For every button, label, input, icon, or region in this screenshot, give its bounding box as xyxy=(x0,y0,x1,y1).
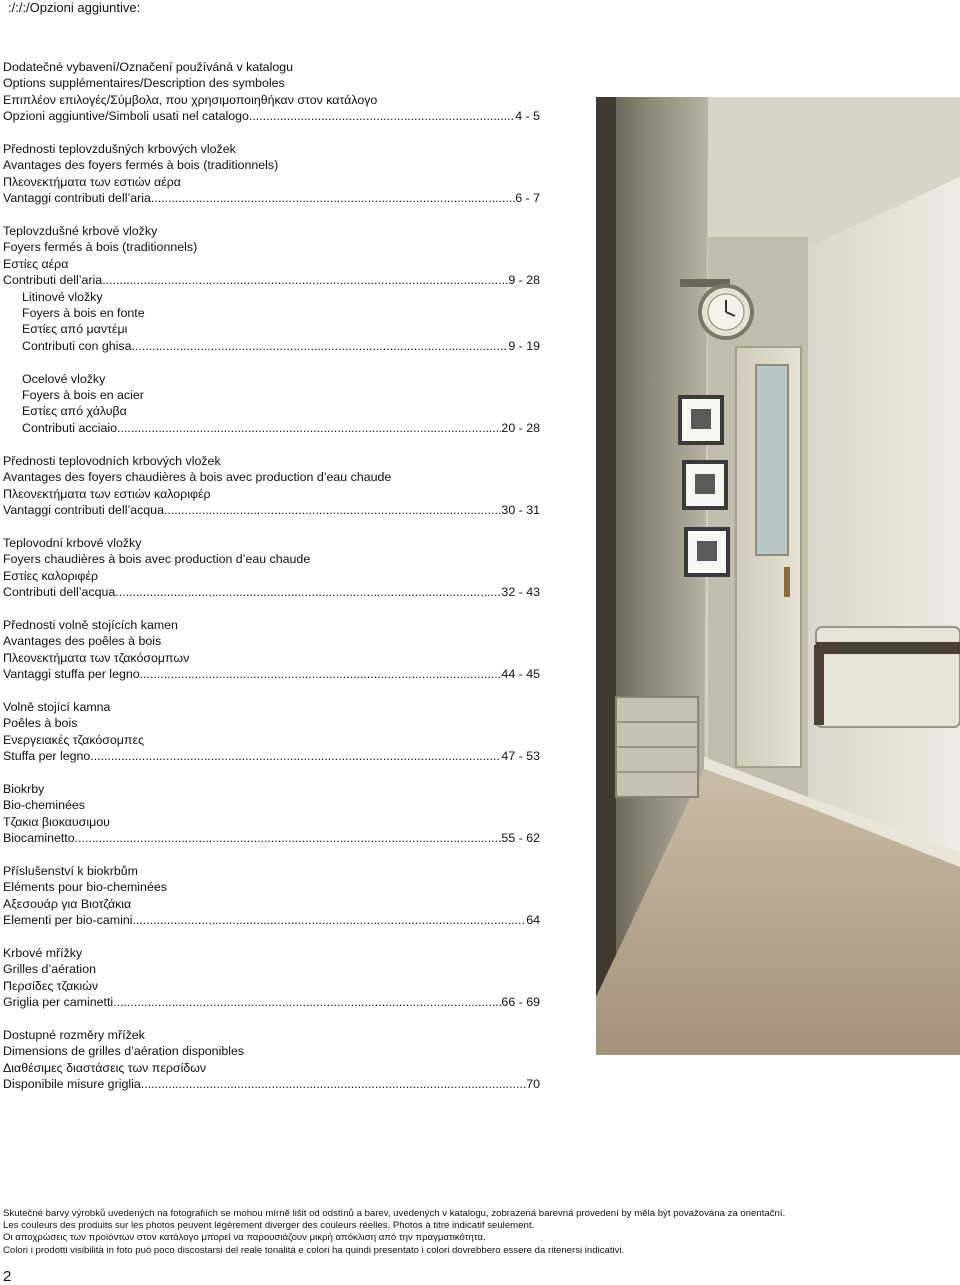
toc-entry-grille-dimensions[interactable] xyxy=(3,1027,543,1093)
toc-entry-label: Contributi con ghisa xyxy=(22,338,132,353)
toc-line-el: Εστίες από χάλυβα xyxy=(22,404,127,419)
toc-line-it xyxy=(3,272,540,288)
toc-line-cs: Přednosti teplovodních krbových vložek xyxy=(3,453,221,468)
disclaimer-it: Colori i prodotti visibilità in foto può poco discostarsi del reale tonalità e colori ha quindi presentato i colori dovrebbero essere da ritenersi indicativi. xyxy=(3,1244,625,1256)
toc-line-fr: Avantages des foyers chaudières à bois avec production d’eau chaude xyxy=(3,470,392,485)
toc-line-it xyxy=(3,666,540,682)
dot-leader xyxy=(249,108,515,124)
toc-line-el: Πλεονεκτήματα των τζακόσομπων xyxy=(3,650,190,665)
toc-line-it xyxy=(3,912,540,928)
toc-line-it xyxy=(3,994,540,1010)
page-number: 2 xyxy=(3,1268,12,1285)
toc-line-el: Επιπλέον επιλογές/Σύμβολα, που χρησιμοποιηθήκαν στον κατάλογο xyxy=(3,92,378,107)
toc-line-cs: Příslušenství k biokrbům xyxy=(3,863,138,878)
toc-line-cs: Dodatečné vybavení/Označení používáná v katalogu xyxy=(3,60,293,74)
toc-page-range: 20 - 28 xyxy=(501,420,540,435)
table-of-contents xyxy=(3,59,543,1092)
toc-line-el: Εστίες από μαντέμι xyxy=(22,322,128,337)
toc-entry-label: Contributi dell’aria xyxy=(3,273,103,288)
toc-page-range: 6 - 7 xyxy=(515,191,540,206)
toc-line-it xyxy=(3,748,540,764)
toc-entry-label: Biocaminetto xyxy=(3,830,75,845)
toc-line-fr: Eléments pour bio-cheminées xyxy=(3,880,167,895)
toc-entry-stoves[interactable] xyxy=(3,699,543,765)
toc-line-it xyxy=(22,420,540,436)
toc-page-range: 64 xyxy=(526,912,540,927)
toc-page-range: 32 - 43 xyxy=(501,584,540,599)
toc-line-cs: Litinové vložky xyxy=(22,289,103,304)
toc-line-fr: Avantages des poêles à bois xyxy=(3,634,162,649)
disclaimer-fr: Les couleurs des produits sur les photos peuvent légèrement diverger des couleurs réelles. Photos à titre indicatif seulement. xyxy=(3,1220,535,1232)
disclaimer-el: Οι αποχρώσεις των προϊόντων στον κατάλογο μπορεί να παρουσιάζουν μικρή απόκλιση από την πραγματικότητα. xyxy=(3,1232,486,1244)
dot-leader xyxy=(75,830,502,846)
toc-line-cs: Teplovzdušné krbové vložky xyxy=(3,224,158,239)
toc-line-cs: Volně stojící kamna xyxy=(3,699,111,714)
dot-leader xyxy=(117,994,502,1010)
toc-entry-label: Disponibile misure griglia. xyxy=(3,1077,145,1092)
toc-entry-label: Opzioni aggiuntive/Simboli usati nel catalogo xyxy=(3,109,249,124)
toc-page-range: 30 - 31 xyxy=(501,502,540,517)
footer-disclaimer xyxy=(3,1208,943,1257)
toc-line-it xyxy=(22,338,540,354)
toc-entry-air-inserts[interactable] xyxy=(3,223,543,289)
toc-entry-air-advantages[interactable] xyxy=(3,141,543,207)
toc-line-el: Εστίες αέρα xyxy=(3,256,69,271)
toc-line-cs: Ocelové vložky xyxy=(22,371,106,386)
toc-line-it xyxy=(3,502,540,518)
toc-entry-options[interactable] xyxy=(3,59,543,125)
toc-line-fr: Poêles à bois xyxy=(3,716,78,731)
dot-leader xyxy=(136,912,526,928)
dot-leader xyxy=(164,502,501,518)
dot-leader xyxy=(117,420,501,436)
toc-line-el: Πλεονεκτήματα των εστιών αέρα xyxy=(3,174,181,189)
toc-entry-bio-fireplaces[interactable] xyxy=(3,781,543,847)
toc-page-range: 55 - 62 xyxy=(501,830,540,845)
toc-line-it xyxy=(3,108,540,124)
toc-line-el: Αξεσουάρ για Βιοτζάκια xyxy=(3,896,132,911)
toc-line-fr: Bio-cheminées xyxy=(3,798,85,813)
toc-line-fr: Avantages des foyers fermés à bois (traditionnels) xyxy=(3,158,279,173)
toc-line-it xyxy=(3,584,540,600)
toc-line-fr: Dimensions de grilles d’aération disponibles xyxy=(3,1044,245,1059)
toc-entry-label: Elementi per bio-camini. xyxy=(3,912,136,927)
toc-line-cs: Teplovodní krbové vložky xyxy=(3,535,142,550)
toc-line-el: Τζακια βιοκαυσιμου xyxy=(3,814,110,829)
toc-entry-steel[interactable] xyxy=(3,371,543,437)
dot-leader xyxy=(132,338,509,354)
toc-entry-cast-iron[interactable] xyxy=(3,289,543,355)
toc-entry-label: Vantaggi contributi dell’acqua xyxy=(3,502,164,517)
toc-entry-water-advantages[interactable] xyxy=(3,453,543,519)
dot-leader xyxy=(115,584,501,600)
toc-page-range: 9 - 19 xyxy=(508,338,540,353)
dot-leader xyxy=(90,748,501,764)
toc-page-range: 47 - 53 xyxy=(501,748,540,763)
toc-line-fr: Options supplémentaires/Description des symboles xyxy=(3,76,285,91)
toc-page-range: 9 - 28 xyxy=(508,273,540,288)
toc-line-el: Πλεονεκτήματα των εστιών καλοριφέρ xyxy=(3,486,211,501)
toc-entry-label: Contributi dell’acqua xyxy=(3,584,116,599)
toc-entry-label: Vantaggi contributi dell’aria xyxy=(3,191,151,206)
toc-entry-water-inserts[interactable] xyxy=(3,535,543,601)
toc-line-el: Περσίδες τζακιών xyxy=(3,978,99,993)
toc-line-fr: Foyers fermés à bois (traditionnels) xyxy=(3,240,198,255)
toc-line-cs: Krbové mřížky xyxy=(3,945,83,960)
toc-line-cs: Přednosti teplovzdušných krbových vložek xyxy=(3,142,236,157)
toc-line-cs: Biokrby xyxy=(3,781,45,796)
toc-entry-label: Vantaggi stuffa per legno xyxy=(3,666,140,681)
toc-entry-label: Griglia per caminetti. xyxy=(3,995,117,1009)
dot-leader xyxy=(140,666,502,682)
dot-leader xyxy=(151,190,515,206)
toc-entry-stove-advantages[interactable] xyxy=(3,617,543,683)
disclaimer-cs: Skutečné barvy výrobků uvedených na fotografiích se mohou mírně lišit od odstínů a barev, uvedených v katalogu, zobrazená barevná provedení by měla být považována za orientační. xyxy=(3,1208,786,1219)
toc-line-el: Διαθέσιμες διαστάσεις των περσίδων xyxy=(3,1060,207,1075)
toc-line-it xyxy=(3,830,540,846)
interior-photo xyxy=(596,97,960,1055)
dot-leader xyxy=(144,1076,526,1092)
toc-entry-label: Contributi acciaio xyxy=(22,420,118,435)
toc-line-cs: Dostupné rozměry mřížek xyxy=(3,1027,145,1042)
toc-line-fr: Foyers chaudières à bois avec production d’eau chaude xyxy=(3,552,311,567)
toc-line-el: Ενεργειακές τζακόσομπες xyxy=(3,732,144,747)
dot-leader xyxy=(102,272,508,288)
toc-page-range: 44 - 45 xyxy=(501,666,540,681)
toc-page-range: 4 - 5 xyxy=(515,109,540,124)
section-header: :/:/:/Opzioni aggiuntive: xyxy=(8,0,141,15)
toc-line-it xyxy=(3,190,540,206)
toc-entry-label: Stuffa per legno xyxy=(3,748,91,763)
toc-line-fr: Grilles d’aération xyxy=(3,962,96,977)
toc-line-fr: Foyers à bois en acier xyxy=(22,388,144,403)
toc-page-range: 70 xyxy=(526,1077,540,1092)
toc-line-fr: Foyers à bois en fonte xyxy=(22,306,145,321)
toc-entry-grilles[interactable] xyxy=(3,945,543,1011)
toc-entry-bio-accessories[interactable] xyxy=(3,863,543,929)
toc-line-cs: Přednosti volně stojících kamen xyxy=(3,617,178,632)
toc-line-el: Εστίες καλοριφέρ xyxy=(3,568,99,583)
toc-line-it xyxy=(3,1076,540,1092)
toc-page-range: 66 - 69 xyxy=(501,995,540,1009)
